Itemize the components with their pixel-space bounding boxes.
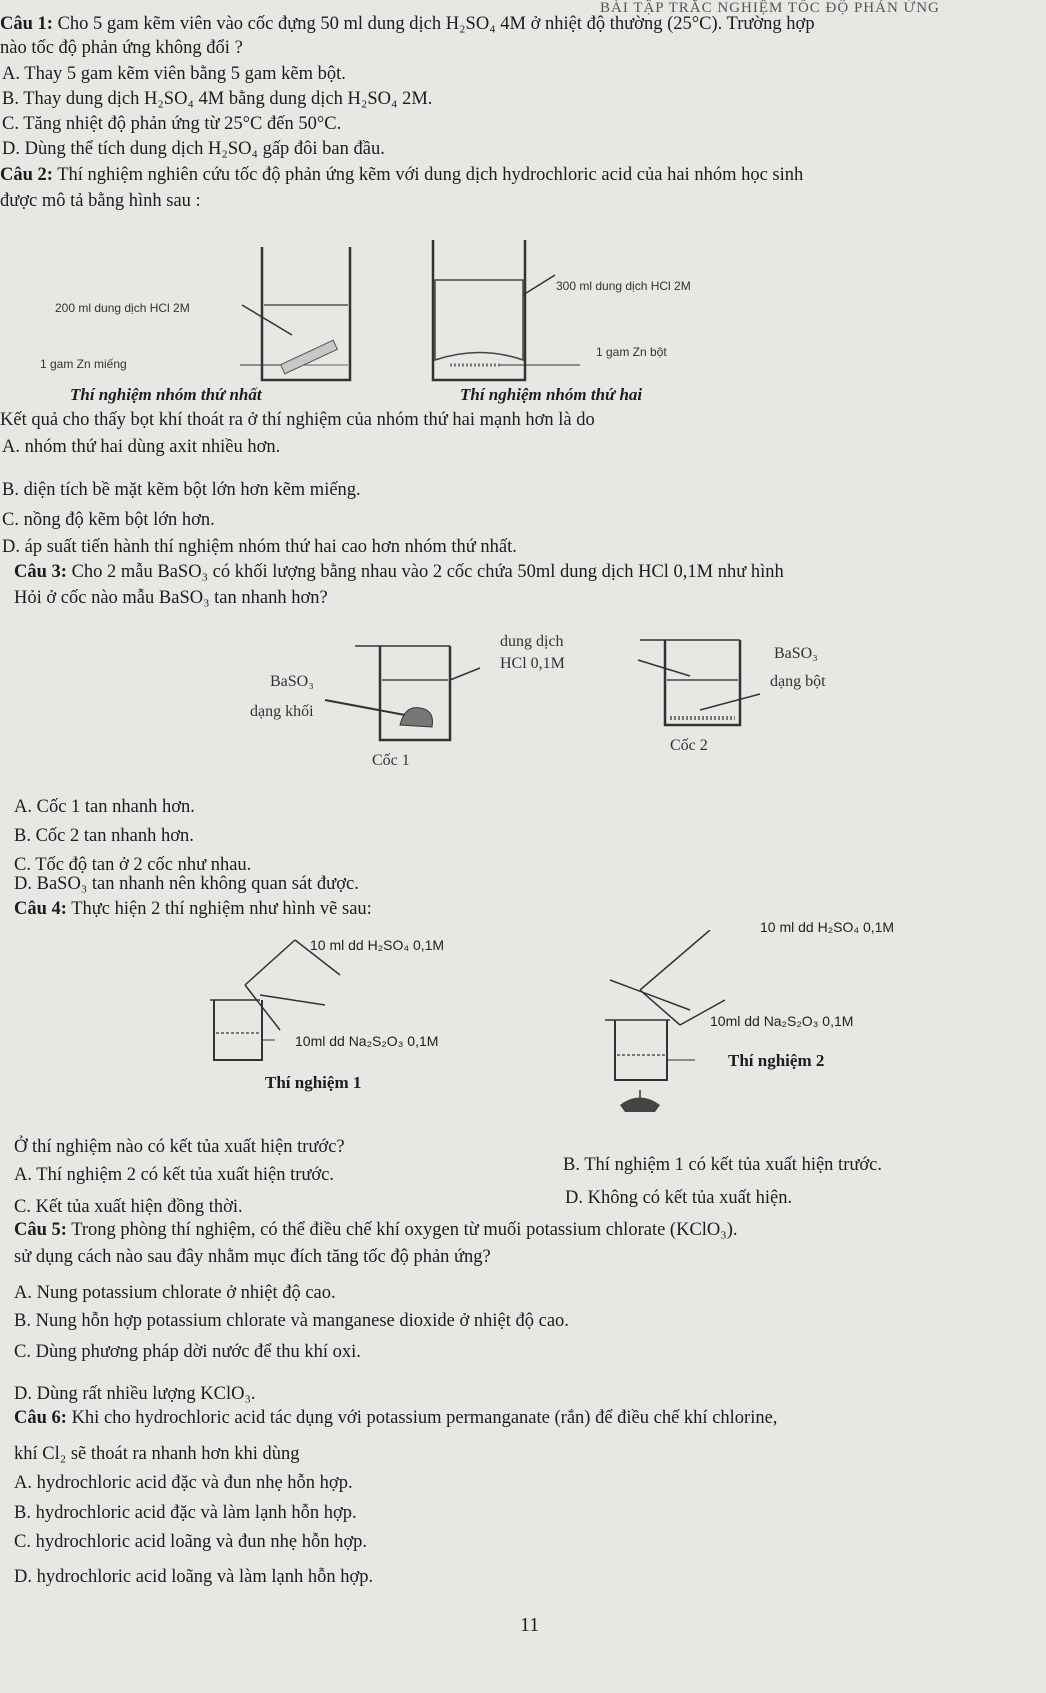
q4-option-a: A. Thí nghiệm 2 có kết tủa xuất hiện trước. (14, 1165, 335, 1185)
exp2-acid-level (610, 980, 690, 1010)
q3-right-sample-label-1: BaSO₃ (774, 645, 818, 662)
q4-line1: Câu 4: Thực hiện 2 thí nghiệm như hình vẽ sau: (14, 899, 372, 919)
q4-right-acid-label: 10 ml dd H₂SO₄ 0,1M (760, 919, 895, 935)
q1-option-b: B. Thay dung dịch H₂SO₄ 4M bằng dung dịch H₂SO₄ 2M. (2, 89, 433, 109)
q5-option-b: B. Nung hỗn hợp potassium chlorate và manganese dioxide ở nhiệt độ cao. (14, 1311, 569, 1331)
page-header: BÀI TẬP TRẮC NGHIỆM TỐC ĐỘ PHẢN ỨNG (600, 0, 940, 16)
q4-option-c: C. Kết tủa xuất hiện đồng thời. (14, 1197, 243, 1217)
baso3-lump (400, 708, 433, 727)
leader-solution (450, 668, 480, 680)
q2-option-a: A. nhóm thứ hai dùng axit nhiều hơn. (2, 437, 281, 457)
cup-2-outline (665, 640, 740, 725)
page-number: 11 (520, 1614, 540, 1636)
q4-left-salt-label: 10ml dd Na₂S₂O₃ 0,1M (295, 1033, 439, 1049)
q3-right-caption: Cốc 2 (670, 737, 708, 754)
q6-option-b: B. hydrochloric acid đặc và làm lạnh hỗn hợp. (14, 1503, 357, 1523)
q2-right-caption: Thí nghiệm nhóm thứ hai (460, 385, 643, 404)
q2-left-solution-label: 200 ml dung dịch HCl 2M (55, 301, 190, 315)
q6-option-c: C. hydrochloric acid loãng và đun nhẹ hỗn hợp. (14, 1532, 367, 1552)
q6-line1: Câu 6: Khi cho hydrochloric acid tác dụng với potassium permanganate (rắn) để điều chế khí chlorine, (14, 1408, 778, 1428)
q1-option-a: A. Thay 5 gam kẽm viên bằng 5 gam kẽm bột. (2, 64, 346, 84)
q2-right-solution-label: 300 ml dung dịch HCl 2M (556, 279, 691, 293)
q3-line1: Câu 3: Cho 2 mẫu BaSO₃ có khối lượng bằng nhau vào 2 cốc chứa 50ml dung dịch HCl 0,1M như hình (14, 562, 784, 582)
q4-right-caption: Thí nghiệm 2 (728, 1051, 825, 1070)
leader-lump (325, 700, 405, 715)
q2-line1: Câu 2: Thí nghiệm nghiên cứu tốc độ phản ứng kẽm với dung dịch hydrochloric acid của hai nhóm học sinh (0, 165, 804, 185)
q2-left-caption: Thí nghiệm nhóm thứ nhất (70, 385, 262, 404)
q3-option-a: A. Cốc 1 tan nhanh hơn. (14, 797, 195, 817)
q4-right-salt-label: 10ml dd Na₂S₂O₃ 0,1M (710, 1013, 854, 1029)
q1-option-d: D. Dùng thể tích dung dịch H₂SO₄ gấp đôi ban đầu. (2, 139, 385, 159)
q1-line2: nào tốc độ phản ứng không đổi ? (0, 38, 243, 58)
zinc-strip (281, 340, 338, 374)
q2-option-d: D. áp suất tiến hành thí nghiệm nhóm thứ hai cao hơn nhóm thứ nhất. (2, 537, 517, 557)
q4-stem: Ở thí nghiệm nào có kết tủa xuất hiện trước? (14, 1137, 345, 1157)
q3-line2: Hỏi ở cốc nào mẫu BaSO₃ tan nhanh hơn? (14, 588, 328, 608)
q4-left-caption: Thí nghiệm 1 (265, 1073, 362, 1092)
beaker-2-outline (433, 240, 525, 380)
leader-right-solution (523, 275, 555, 295)
q5-line1: Câu 5: Trong phòng thí nghiệm, có thể điều chế khí oxygen từ muối potassium chlorate (KClO₃). (14, 1220, 738, 1240)
q4-left-acid-label: 10 ml dd H₂SO₄ 0,1M (310, 937, 445, 953)
q4-option-b: B. Thí nghiệm 1 có kết tủa xuất hiện trước. (563, 1155, 882, 1175)
q5-option-d: D. Dùng rất nhiều lượng KClO₃. (14, 1384, 256, 1404)
q5-option-a: A. Nung potassium chlorate ở nhiệt độ cao. (14, 1283, 336, 1303)
q3-option-c: C. Tốc độ tan ở 2 cốc như nhau. (14, 855, 252, 875)
q3-right-sample-label-2: dạng bột (770, 673, 826, 690)
beaker-2-liquid (435, 280, 523, 360)
q2-right-metal-label: 1 gam Zn bột (596, 345, 667, 359)
exp1-acid-level (260, 995, 325, 1005)
exp2-flask (615, 1020, 667, 1080)
exp1-flask (214, 1000, 262, 1060)
q2-option-c: C. nồng độ kẽm bột lớn hơn. (2, 510, 215, 530)
q1-line1: Câu 1: Cho 5 gam kẽm viên vào cốc đựng 50 ml dung dịch H₂SO₄ 4M ở nhiệt độ thường (25°C). Trường hợp (0, 14, 815, 34)
q2-figure (180, 215, 740, 385)
leader-powder (700, 694, 760, 710)
q2-left-metal-label: 1 gam Zn miếng (40, 357, 127, 371)
q1-option-c: C. Tăng nhiệt độ phản ứng từ 25°C đến 50°C. (2, 114, 342, 134)
q6-option-d: D. hydrochloric acid loãng và làm lạnh hỗn hợp. (14, 1567, 374, 1587)
q3-left-sample-label-1: BaSO₃ (270, 673, 314, 690)
q3-solution-label-1: dung dịch (500, 633, 564, 650)
q3-left-caption: Cốc 1 (372, 752, 410, 769)
q3-option-b: B. Cốc 2 tan nhanh hơn. (14, 826, 194, 846)
q6-option-a: A. hydrochloric acid đặc và đun nhẹ hỗn hợp. (14, 1473, 353, 1493)
q4-figure (200, 930, 800, 1130)
q3-left-sample-label-2: dạng khối (250, 703, 314, 720)
q2-stem: Kết quả cho thấy bọt khí thoát ra ở thí nghiệm của nhóm thứ hai mạnh hơn là do (0, 410, 595, 430)
burner-flame-icon (620, 1098, 660, 1113)
q5-option-c: C. Dùng phương pháp dời nước để thu khí oxi. (14, 1342, 361, 1362)
q4-option-d: D. Không có kết tủa xuất hiện. (565, 1188, 793, 1208)
q2-option-b: B. diện tích bề mặt kẽm bột lớn hơn kẽm miếng. (2, 480, 361, 500)
exp1-acid-tube-top (245, 940, 295, 985)
leader-left-solution (242, 305, 292, 335)
q5-line2: sử dụng cách nào sau đây nhằm mục đích tăng tốc độ phản ứng? (14, 1247, 491, 1267)
q6-line2: khí Cl₂ sẽ thoát ra nhanh hơn khi dùng (14, 1444, 300, 1464)
q3-option-d: D. BaSO₃ tan nhanh nên không quan sát được. (14, 874, 359, 894)
q3-solution-label-2: HCl 0,1M (500, 655, 565, 672)
q2-line2: được mô tả bằng hình sau : (0, 191, 201, 211)
exp2-acid-tube-top (640, 930, 710, 990)
